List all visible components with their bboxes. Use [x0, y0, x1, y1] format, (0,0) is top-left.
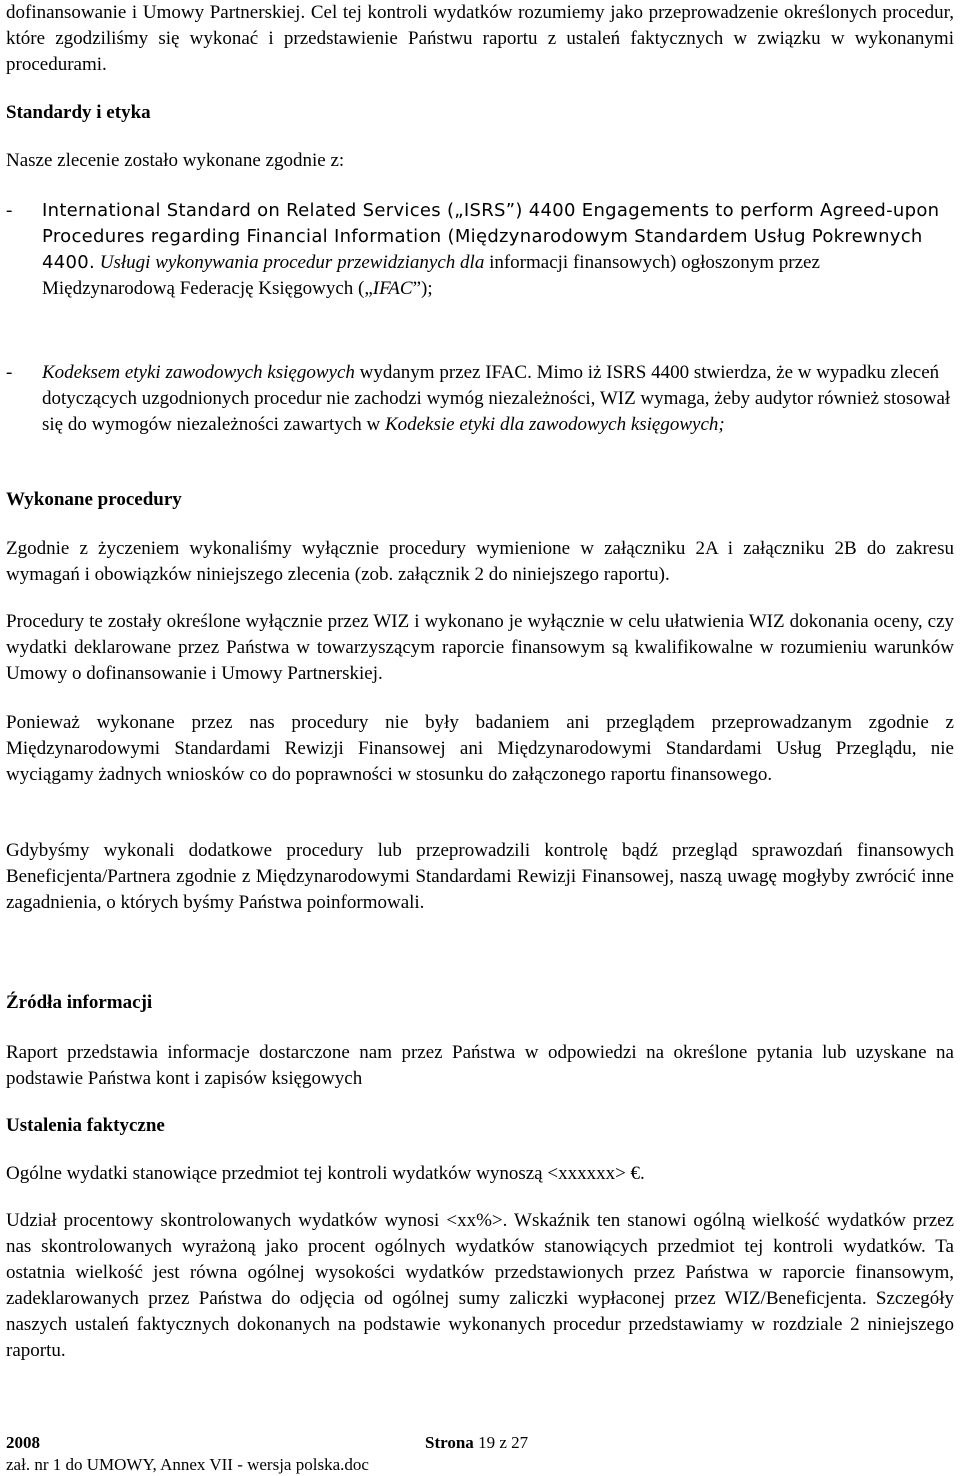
heading-information-sources: Źródła informacji [6, 992, 153, 1013]
ethics-code-reference: Kodeksie etyki dla zawodowych księgowych; [384, 414, 725, 435]
paragraph-engagement-basis: Nasze zlecenie zostało wykonane zgodnie z: [6, 150, 345, 171]
page-current: 19 [478, 1433, 496, 1452]
page-number [425, 1432, 528, 1454]
heading-factual-findings: Ustalenia faktyczne [6, 1115, 165, 1136]
paragraph-findings-1: Ogólne wydatki stanowiące przedmiot tej kontroli wydatków wynoszą <xxxxxx> €. [6, 1163, 645, 1184]
page-of: z [499, 1433, 507, 1452]
paragraph-procedures-3: Ponieważ wykonane przez nas procedury nie były badaniem ani przeglądem przeprowadzanym zgodnie z Międzynarodowymi Standardami Rewizji Finansowej ani Międzynarodowymi Standardami Usług Przeglądu, nie wyciągamy żadnych wniosków co do poprawności w stosunku do załączonego raportu finansowego. [6, 712, 954, 785]
paragraph-sources: Raport przedstawia informacje dostarczone nam przez Państwa w odpowiedzi na określone pytania lub uzyskane na podstawie Państwa kont i zapisów księgowych [6, 1042, 954, 1089]
heading-standards-ethics: Standardy i etyka [6, 102, 151, 123]
paragraph-findings-2: Udział procentowy skontrolowanych wydatków wynosi <xx%>. Wskaźnik ten stanowi ogólną wielkość wydatków przez nas skontrolowanych wyrażoną jako procent ogólnych wydatków stanowiących przedmiot tej kontroli wydatków. Ta ostatnia wielkość jest równa ogólnej wysokości wydatków przedstawionych przez Państwa w raporcie finansowym, zadeklarowanych przez Państwa do odjęcia od ogólnej sumy zaliczki wypłaconej przez WIZ/Beneficjenta. Szczegóły naszych ustaleń faktycznych dokonanych na podstawie wykonanych procedur przedstawiamy w rozdziale 2 niniejszego raportu. [6, 1210, 954, 1361]
heading-performed-procedures: Wykonane procedury [6, 489, 182, 510]
footer-year: 2008 [6, 1433, 40, 1452]
page-total: 27 [511, 1433, 529, 1452]
isrs-rest-text: informacji finansowych) ogłoszonym przez Międzynarodową Federację Księgowych („ [42, 252, 820, 299]
page-label: Strona [425, 1433, 474, 1452]
isrs-italic-text: Usługi wykonywania procedur przewidzianych dla [99, 252, 485, 273]
footer-document-name: zał. nr 1 do UMOWY, Annex VII - wersja polska.doc [6, 1455, 369, 1474]
list-dash: - [6, 200, 13, 221]
list-item-isrs [6, 198, 954, 302]
ethics-body-text: wydanym przez IFAC. Mimo iż ISRS 4400 stwierdza, że w wypadku zleceń dotyczących uzgodnionych procedur nie zachodzi wymóg niezależności, WIZ wymaga, żeby audytor również stosował się do wymogów niezależności zawartych w [42, 362, 951, 435]
paragraph-procedures-2: Procedury te zostały określone wyłącznie przez WIZ i wykonano je wyłącznie w celu ułatwienia WIZ dokonania oceny, czy wydatki deklarowane przez Państwa w towarzyszącym raporcie finansowym są kwalifikowalne w rozumieniu warunków Umowy o dofinansowanie i Umowy Partnerskiej. [6, 611, 954, 684]
list-item-ethics-text [42, 360, 954, 438]
isrs-end-text: ”); [412, 278, 433, 299]
paragraph-procedures-4: Gdybyśmy wykonali dodatkowe procedury lub przeprowadzili kontrolę bądź przegląd sprawozdań finansowych Beneficjenta/Partnera zgodnie z Międzynarodowymi Standardami Rewizji Finansowej, naszą uwagę mogłyby zwrócić inne zagadnienia, o których byśmy Państwa poinformowali. [6, 840, 954, 913]
paragraph-intro-continuation: dofinansowanie i Umowy Partnerskiej. Cel tej kontroli wydatków rozumiemy jako przeprowadzenie określonych procedur, które zgodziliśmy się wykonać i przedstawienie Państwu raportu z ustaleń faktycznych w związku w wykonanymi procedurami. [6, 2, 954, 75]
page-footer [6, 1432, 566, 1476]
list-item-code-of-ethics [6, 360, 954, 438]
list-item-isrs-text [42, 198, 954, 302]
ethics-code-title: Kodeksem etyki zawodowych księgowych [42, 362, 355, 383]
ifac-abbrev: IFAC [372, 278, 413, 299]
isrs-standard-name: International Standard on Related Services („ISRS”) 4400 Engagements to perform Agreed-upon Procedures regarding Financial Information (Międzynarodowym Standardem Usług Pokrewnych 4400. [42, 200, 940, 273]
list-dash: - [6, 362, 13, 383]
paragraph-procedures-1: Zgodnie z życzeniem wykonaliśmy wyłącznie procedury wymienione w załączniku 2A i załączniku 2B do zakresu wymagań i obowiązków niniejszego zlecenia (zob. załącznik 2 do niniejszego raportu). [6, 538, 954, 585]
